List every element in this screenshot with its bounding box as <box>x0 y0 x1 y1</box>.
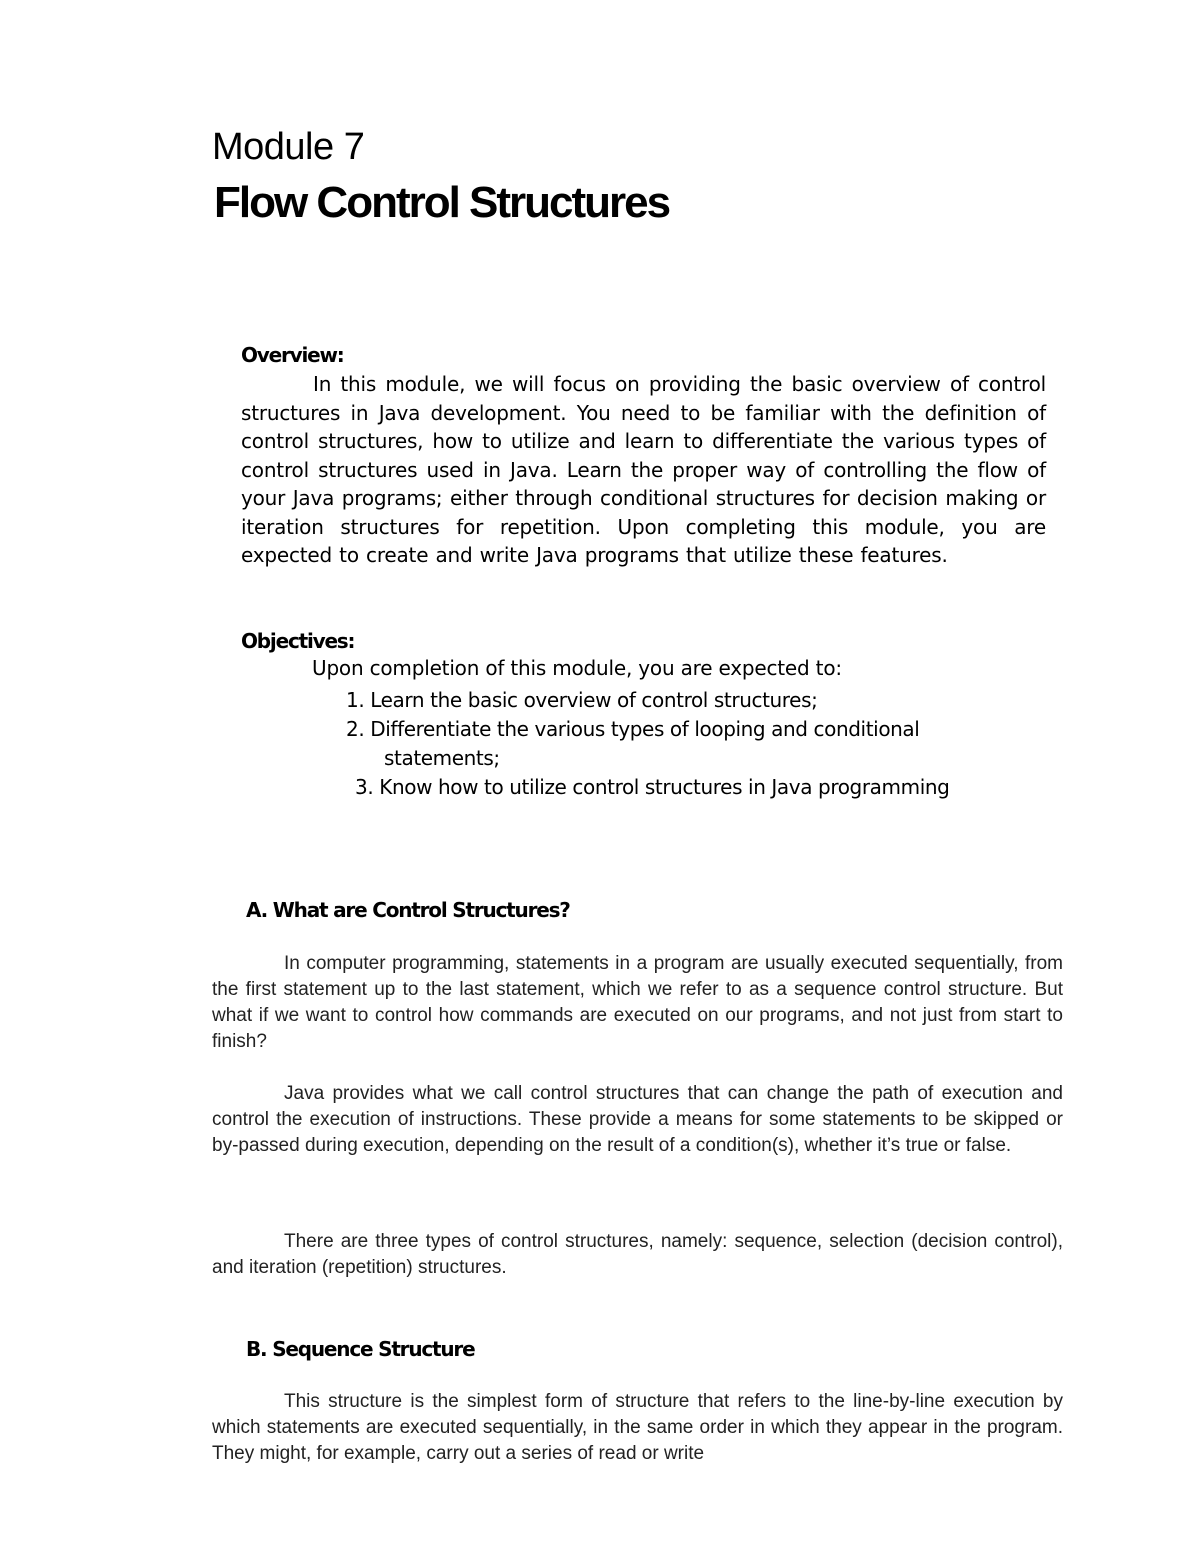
list-item-text: Know how to utilize control structures in Java programming <box>379 775 950 799</box>
objectives-intro: Upon completion of this module, you are expected to: <box>312 656 842 680</box>
list-item-number: 1. <box>346 688 365 712</box>
list-item <box>346 686 949 715</box>
list-item-continuation: statements; <box>384 746 500 770</box>
list-item <box>346 715 949 744</box>
list-item-number: 3. <box>355 775 374 799</box>
overview-heading: Overview: <box>241 343 344 367</box>
objectives-list <box>346 686 949 802</box>
list-item-text: Learn the basic overview of control structures; <box>370 688 818 712</box>
section-b-heading: B. Sequence Structure <box>246 1337 475 1361</box>
list-item-number: 2. <box>346 717 365 741</box>
list-item-text: Differentiate the various types of looping and conditional <box>370 717 920 741</box>
list-item <box>346 773 949 802</box>
section-b-paragraph-1: This structure is the simplest form of structure that refers to the line-by-line execution by which statements are executed sequentially, in the same order in which they appear in the program. They might, for example, carry out a series of read or write <box>212 1391 1063 1464</box>
section-a-paragraph-3: There are three types of control structures, namely: sequence, selection (decision control), and iteration (repetition) structures. <box>212 1231 1063 1278</box>
module-number: Module 7 <box>212 126 365 168</box>
section-a-paragraph-1: In computer programming, statements in a program are usually executed sequentially, from the first statement up to the last statement, which we refer to as a sequence control structure. But what if we want to control how commands are executed on our programs, and not just from start to finish? <box>212 953 1063 1052</box>
objectives-heading: Objectives: <box>241 629 355 653</box>
page-title: Flow Control Structures <box>214 178 670 227</box>
section-a-heading: A. What are Control Structures? <box>246 898 570 922</box>
section-a-paragraph-2: Java provides what we call control structures that can change the path of execution and control the execution of instructions. These provide a means for some statements to be skipped or by-passed during execution, depending on the result of a condition(s), whether it’s true or false. <box>212 1083 1063 1156</box>
overview-paragraph: In this module, we will focus on providing the basic overview of control structures in Java development. You need to be familiar with the definition of control structures, how to utilize and learn to differentiate the various types of control structures used in Java. Learn the proper way of controlling the flow of your Java programs; either through conditional structures for decision making or iteration structures for repetition. Upon completing this module, you are expected to create and write Java programs that utilize these features. <box>241 372 1046 567</box>
